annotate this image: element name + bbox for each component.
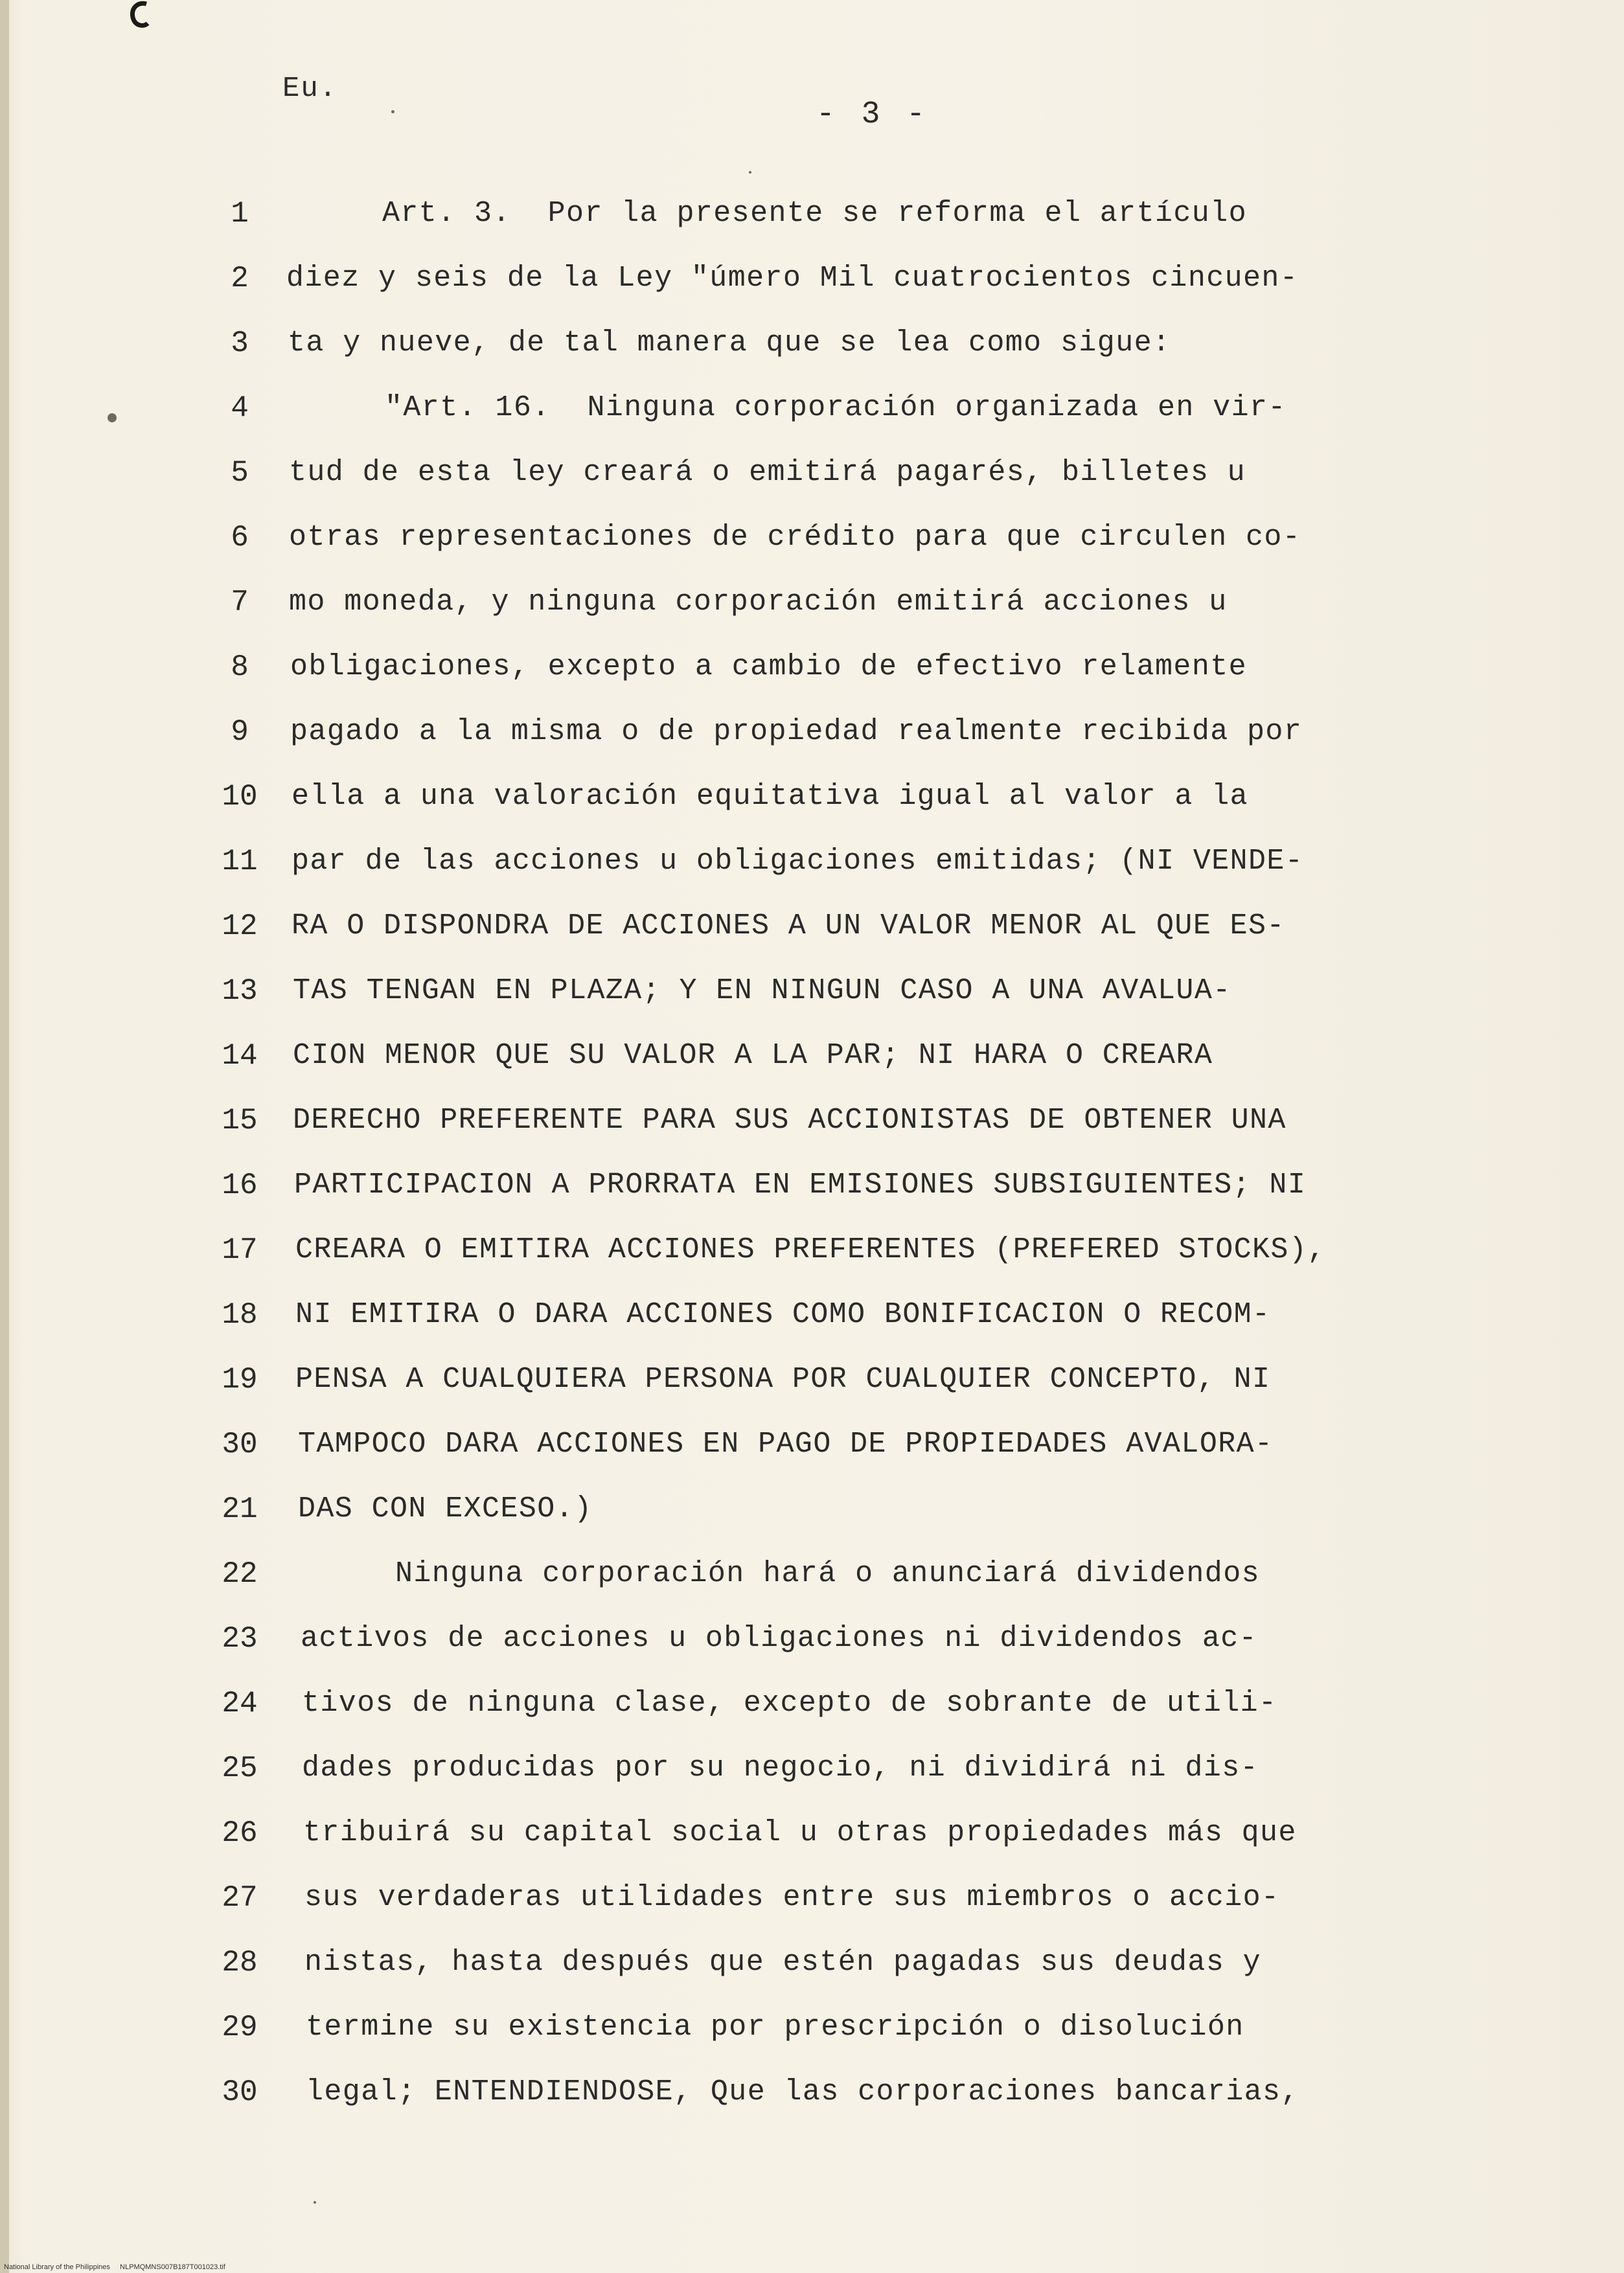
line-text: activos de acciones u obligaciones ni dividendos ac- <box>301 1622 1258 1655</box>
line-number: 18 <box>222 1298 258 1332</box>
text-line <box>0 194 1624 233</box>
line-text: obligaciones, excepto a cambio de efectivo relamente <box>290 650 1248 683</box>
line-text: par de las acciones u obligaciones emitidas; (NI VENDE- <box>292 845 1304 878</box>
line-number: 11 <box>222 845 258 878</box>
header-initials: Eu. <box>282 73 338 105</box>
line-number: 2 <box>231 262 249 295</box>
line-text: otras representaciones de crédito para que circulen co- <box>289 521 1301 554</box>
pen-mark-icon <box>127 0 155 32</box>
text-line <box>0 1166 1624 1205</box>
text-line <box>0 518 1624 557</box>
line-number: 29 <box>222 2011 258 2044</box>
line-number: 14 <box>222 1039 258 1073</box>
text-line <box>0 324 1624 363</box>
text-line <box>0 972 1624 1011</box>
line-number: 19 <box>222 1363 258 1397</box>
line-text: pagado a la misma o de propiedad realmente recibida por <box>290 715 1303 748</box>
text-line <box>0 1360 1624 1399</box>
line-text: CION MENOR QUE SU VALOR A LA PAR; NI HARA O CREARA <box>293 1039 1213 1072</box>
line-number: 8 <box>231 650 249 684</box>
text-line <box>0 842 1624 881</box>
text-line <box>0 1425 1624 1464</box>
line-text: NI EMITIRA O DARA ACCIONES COMO BONIFICACION O RECOM- <box>295 1298 1271 1331</box>
line-number: 6 <box>231 521 249 554</box>
line-number: 27 <box>222 1881 258 1915</box>
line-number: 9 <box>231 715 249 749</box>
line-number: 13 <box>222 974 258 1008</box>
text-line <box>0 1879 1624 1917</box>
line-number: 5 <box>231 456 249 490</box>
line-text: tud de esta ley creará o emitirá pagarés, billetes u <box>289 456 1246 489</box>
line-text: diez y seis de la Ley "úmero Mil cuatrocientos cincuen- <box>286 262 1299 295</box>
text-line <box>0 1619 1624 1658</box>
line-text: nistas, hasta después que estén pagadas sus deudas y <box>304 1946 1262 1979</box>
line-text: Ninguna corporación hará o anunciará dividendos <box>395 1557 1261 1590</box>
line-text: CREARA O EMITIRA ACCIONES PREFERENTES (PREFERED STOCKS), <box>295 1233 1326 1266</box>
line-text: dades producidas por su negocio, ni dividirá ni dis- <box>302 1752 1259 1785</box>
line-text: sus verdaderas utilidades entre sus miembros o accio- <box>304 1881 1280 1914</box>
text-line <box>0 1555 1624 1593</box>
line-text: DAS CON EXCESO.) <box>298 1492 593 1525</box>
text-line <box>0 713 1624 751</box>
text-line <box>0 1749 1624 1788</box>
line-number: 30 <box>222 2075 258 2109</box>
line-text: tivos de ninguna clase, excepto de sobrante de utili- <box>302 1687 1277 1720</box>
text-line <box>0 907 1624 946</box>
line-number: 3 <box>231 326 249 360</box>
line-number: 7 <box>231 586 249 619</box>
line-text: RA O DISPONDRA DE ACCIONES A UN VALOR MENOR AL QUE ES- <box>292 909 1285 942</box>
text-line <box>0 389 1624 428</box>
line-number: 26 <box>222 1816 258 1850</box>
line-number: 1 <box>231 197 249 231</box>
text-line <box>0 1684 1624 1723</box>
line-text: termine su existencia por prescripción o disolución <box>306 2011 1244 2044</box>
line-number: 28 <box>222 1946 258 1980</box>
text-line <box>0 1101 1624 1140</box>
line-text: legal; ENTENDIENDOSE, Que las corporaciones bancarias, <box>306 2075 1299 2108</box>
line-number: 22 <box>222 1557 258 1591</box>
text-line <box>0 1231 1624 1270</box>
text-line <box>0 583 1624 622</box>
scan-speck <box>391 110 395 113</box>
text-line <box>0 1296 1624 1334</box>
text-line <box>0 648 1624 687</box>
line-text: PARTICIPACION A PRORRATA EN EMISIONES SUBSIGUIENTES; NI <box>294 1169 1307 1202</box>
line-text: TAS TENGAN EN PLAZA; Y EN NINGUN CASO A UNA AVALUA- <box>293 974 1231 1007</box>
line-text: mo moneda, y ninguna corporación emitirá acciones u <box>289 586 1228 619</box>
line-number: 12 <box>222 909 258 943</box>
line-number: 23 <box>222 1622 258 1656</box>
line-number: 4 <box>231 391 249 425</box>
text-line <box>0 2073 1624 2112</box>
text-line <box>0 259 1624 298</box>
text-line <box>0 2008 1624 2047</box>
text-line <box>0 1814 1624 1853</box>
line-number: 25 <box>222 1752 258 1785</box>
text-line <box>0 1943 1624 1982</box>
archive-footer: National Library of the Philippines NLPMQMNS007B187T001023.tif <box>4 2263 225 2271</box>
line-number: 21 <box>222 1492 258 1526</box>
scan-speck <box>314 2201 316 2204</box>
line-text: "Art. 16. Ninguna corporación organizada en vir- <box>385 391 1287 424</box>
corner-pen-mark <box>127 0 155 32</box>
line-text: PENSA A CUALQUIERA PERSONA POR CUALQUIER CONCEPTO, NI <box>295 1363 1271 1396</box>
text-line <box>0 453 1624 492</box>
line-text: Art. 3. Por la presente se reforma el artículo <box>382 197 1248 230</box>
text-line <box>0 777 1624 816</box>
scan-speck <box>749 171 751 174</box>
line-number: 10 <box>222 780 258 814</box>
line-number: 24 <box>222 1687 258 1720</box>
page-number: - 3 - <box>816 97 930 132</box>
line-number: 30 <box>222 1428 258 1461</box>
line-text: DERECHO PREFERENTE PARA SUS ACCIONISTAS DE OBTENER UNA <box>293 1104 1287 1137</box>
line-text: ta y nueve, de tal manera que se lea como sigue: <box>288 326 1171 360</box>
line-text: TAMPOCO DARA ACCIONES EN PAGO DE PROPIEDADES AVALORA- <box>298 1428 1274 1461</box>
line-text: tribuirá su capital social u otras propiedades más que <box>303 1816 1297 1849</box>
line-number: 17 <box>222 1233 258 1267</box>
line-number: 15 <box>222 1104 258 1137</box>
text-line <box>0 1490 1624 1529</box>
text-line <box>0 1036 1624 1075</box>
line-number: 16 <box>222 1169 258 1202</box>
line-text: ella a una valoración equitativa igual al valor a la <box>292 780 1249 813</box>
